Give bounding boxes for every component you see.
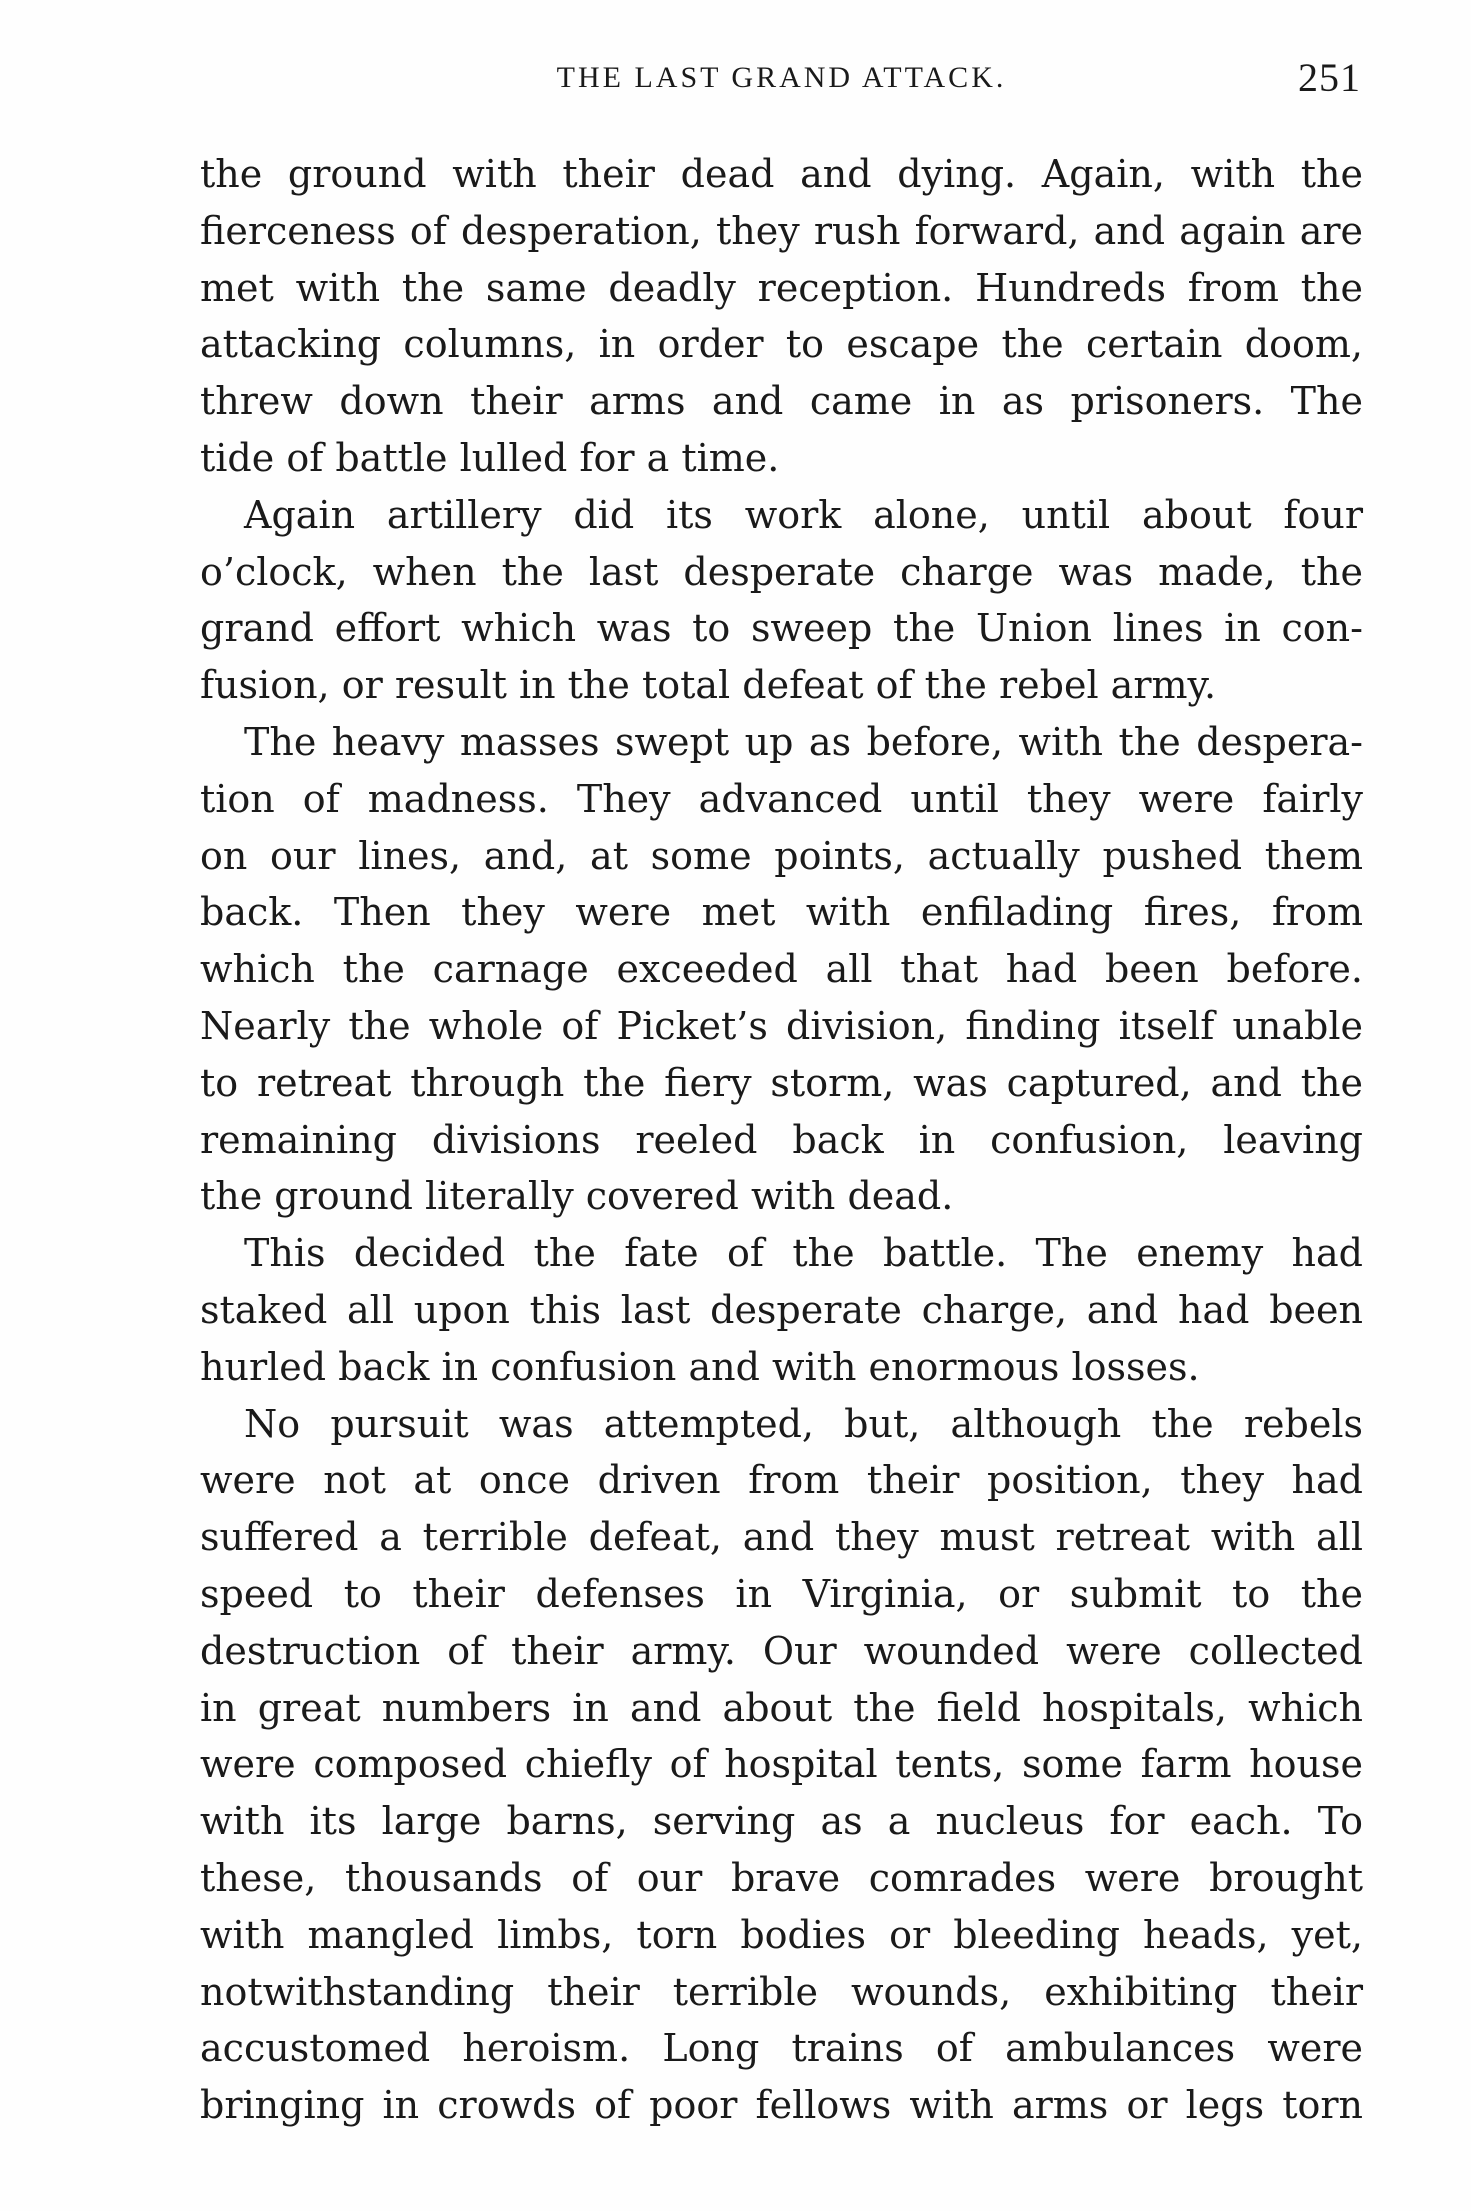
- text-line: were not at once driven from their position, they had: [200, 1458, 1363, 1503]
- text-line: Nearly the whole of Picket’s division, finding itself unable: [200, 1003, 1363, 1048]
- text-line: which the carnage exceeded all that had been before.: [200, 947, 1363, 992]
- text-line: with its large barns, serving as a nucleus for each. To: [200, 1799, 1363, 1844]
- text-line: tide of battle lulled for a time.: [200, 435, 780, 480]
- text-line: bringing in crowds of poor fellows with arms or legs torn: [200, 2083, 1363, 2128]
- text-line: remaining divisions reeled back in confusion, leaving: [200, 1117, 1363, 1162]
- text-line: destruction of their army. Our wounded were collected: [200, 1628, 1363, 1673]
- text-line: fusion, or result in the total defeat of the rebel army.: [200, 663, 1217, 708]
- text-line: o’clock, when the last desperate charge was made, the: [200, 549, 1363, 594]
- text-line: were composed chiefly of hospital tents, some farm house: [200, 1742, 1363, 1787]
- text-line: No pursuit was attempted, but, although the rebels: [244, 1401, 1363, 1446]
- text-line: threw down their arms and came in as prisoners. The: [200, 379, 1363, 424]
- text-line: speed to their defenses in Virginia, or submit to the: [200, 1571, 1363, 1616]
- text-line: suffered a terrible defeat, and they must retreat with all: [200, 1515, 1363, 1560]
- text-line: the ground with their dead and dying. Again, with the: [200, 152, 1363, 196]
- text-line: Again artillery did its work alone, until about four: [244, 492, 1363, 537]
- text-line: in great numbers in and about the field hospitals, which: [200, 1685, 1363, 1730]
- text-line: these, thousands of our brave comrades were brought: [200, 1855, 1363, 1900]
- text-line: tion of madness. They advanced until they were fairly: [200, 776, 1363, 821]
- text-line: to retreat through the fiery storm, was captured, and the: [200, 1060, 1363, 1105]
- text-line: fierceness of desperation, they rush forward, and again are: [200, 208, 1363, 253]
- text-line: This decided the fate of the battle. The enemy had: [244, 1231, 1363, 1276]
- text-line: notwithstanding their terrible wounds, exhibiting their: [200, 1969, 1363, 2014]
- text-line: back. Then they were met with enfilading fires, from: [200, 890, 1363, 935]
- text-line: the ground literally covered with dead.: [200, 1174, 954, 1219]
- running-head: [200, 55, 1363, 118]
- text-line: on our lines, and, at some points, actually pushed them: [200, 833, 1363, 878]
- running-title: THE LAST GRAND ATTACK.: [556, 61, 1007, 94]
- text-line: The heavy masses swept up as before, with the despera-: [244, 719, 1363, 764]
- text-line: attacking columns, in order to escape the certain doom,: [200, 322, 1363, 367]
- page-number: 251: [1298, 55, 1361, 100]
- text-line: accustomed heroism. Long trains of ambulances were: [200, 2026, 1363, 2071]
- text-line: met with the same deadly reception. Hundreds from the: [200, 265, 1363, 310]
- text-line: hurled back in confusion and with enormous losses.: [200, 1344, 1200, 1389]
- text-line: staked all upon this last desperate charge, and had been: [200, 1287, 1363, 1332]
- text-line: with mangled limbs, torn bodies or bleeding heads, yet,: [200, 1912, 1363, 1957]
- text-line: grand effort which was to sweep the Union lines in con-: [200, 606, 1363, 651]
- body-text: [200, 146, 1363, 2134]
